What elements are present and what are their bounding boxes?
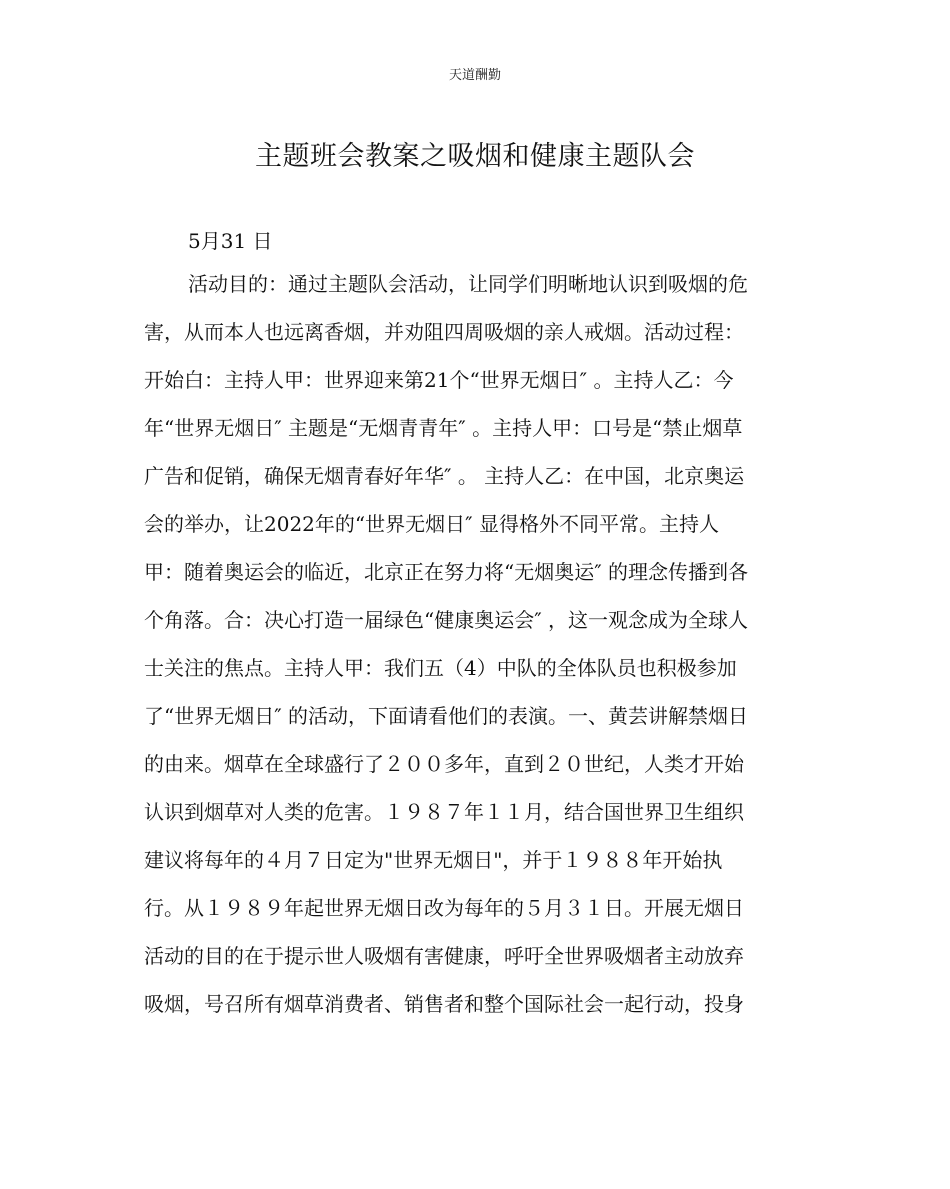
body-line: 了“世界无烟日″ 的活动，下面请看他们的表演。一、黄芸讲解禁烟日 <box>144 704 749 728</box>
body-line: 害，从而本人也远离香烟，并劝阻四周吸烟的亲人戒烟。活动过程： <box>144 320 744 344</box>
body-line: 认识到烟草对人类的危害。１９８７年１１月，结合国世界卫生组织 <box>144 800 744 824</box>
document-title: 主题班会教案之吸烟和健康主题队会 <box>255 141 695 172</box>
body-line: 行。从１９８９年起世界无烟日改为每年的５月３１日。开展无烟日 <box>144 896 744 920</box>
body-line: 的由来。烟草在全球盛行了２００多年，直到２０世纪，人类才开始 <box>144 752 744 776</box>
body-line: 会的举办，让2022年的“世界无烟日″ 显得格外不同平常。主持人 <box>144 512 719 536</box>
body-line: 士关注的焦点。主持人甲：我们五（4）中队的全体队员也积极参加 <box>144 656 737 680</box>
body-line: 活动的目的在于提示世人吸烟有害健康，呼吁全世界吸烟者主动放弃 <box>144 944 744 968</box>
body-line: 开始白：主持人甲：世界迎来第21个“世界无烟日″ 。主持人乙：今 <box>144 368 734 392</box>
body-line: 建议将每年的４月７日定为"世界无烟日"，并于１９８８年开始执 <box>144 848 723 872</box>
body-line: 甲：随着奥运会的临近，北京正在努力将“无烟奥运″ 的理念传播到各 <box>144 560 749 584</box>
body-line: 广告和促销，确保无烟青春好年华″ 。 主持人乙：在中国，北京奥运 <box>144 464 745 488</box>
body-line: 年“世界无烟日″ 主题是“无烟青青年″ 。主持人甲：口号是“禁止烟草 <box>144 416 743 440</box>
page-header: 天道酬勤 <box>448 68 501 83</box>
body-line: 活动目的：通过主题队会活动，让同学们明晰地认识到吸烟的危 <box>188 272 748 296</box>
document-date: 5月31 日 <box>188 229 273 253</box>
body-line: 个角落。合：决心打造一届绿色“健康奥运会″ ，这一观念成为全球人 <box>144 608 749 632</box>
body-line: 吸烟，号召所有烟草消费者、销售者和整个国际社会一起行动，投身 <box>144 992 744 1016</box>
